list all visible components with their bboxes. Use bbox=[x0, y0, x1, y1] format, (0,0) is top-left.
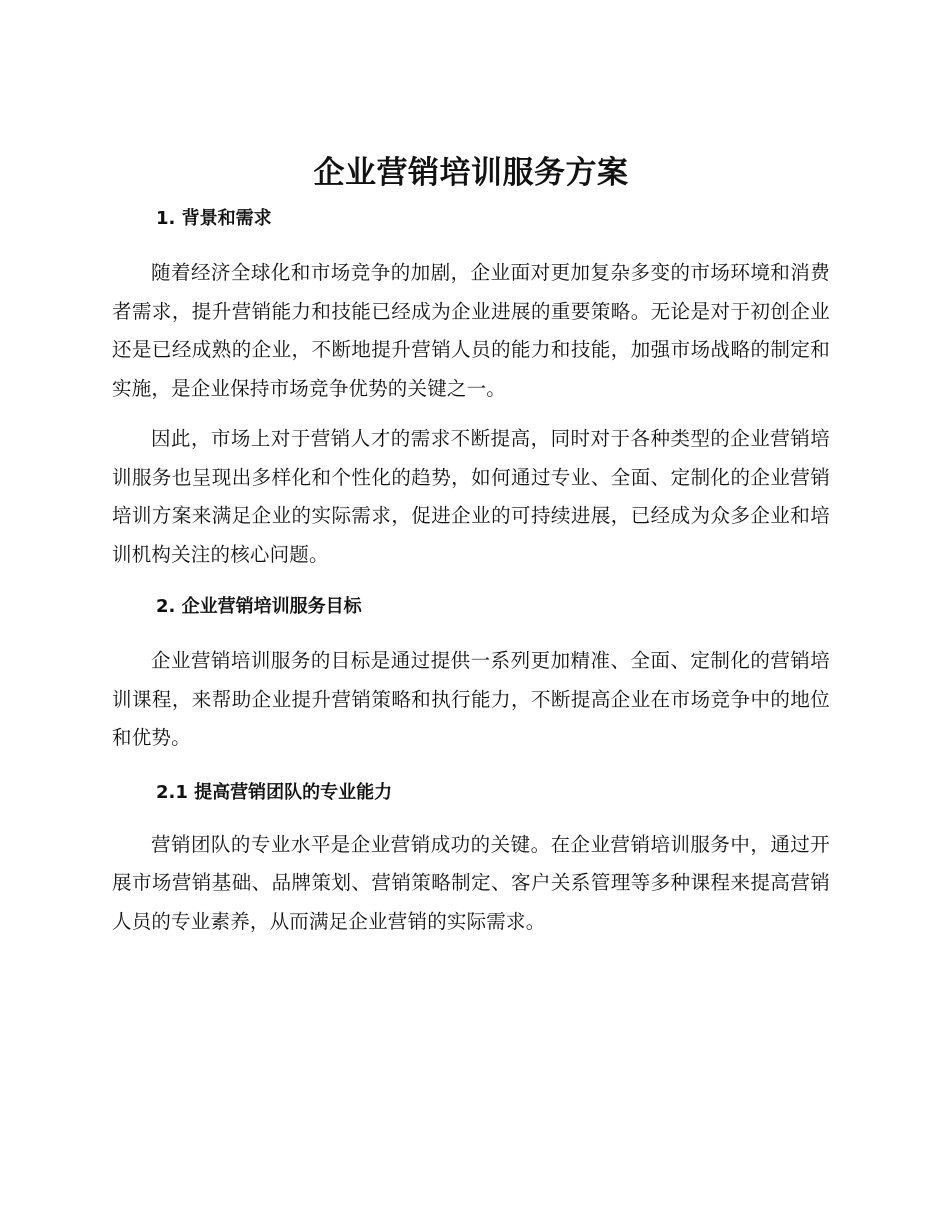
paragraph-background-2: 因此，市场上对于营销人才的需求不断提高，同时对于各种类型的企业营销培训服务也呈现出多样化和个性化的趋势，如何通过专业、全面、定制化的企业营销培训方案来满足企业的实际需求，促进企业的可持续进展，已经成为众多企业和培训机构关注的核心问题。 bbox=[112, 427, 830, 566]
section-heading-goals: 2. 企业营销培训服务目标 bbox=[156, 596, 362, 617]
paragraph-background-1: 随着经济全球化和市场竞争的加剧，企业面对更加复杂多变的市场环境和消费者需求，提升营销能力和技能已经成为企业进展的重要策略。无论是对于初创企业还是已经成熟的企业，不断地提升营销人员的能力和技能，加强市场战略的制定和实施，是企业保持市场竞争优势的关键之一。 bbox=[112, 261, 830, 400]
section-heading-background: 1. 背景和需求 bbox=[156, 208, 272, 229]
paragraph-goals: 企业营销培训服务的目标是通过提供一系列更加精准、全面、定制化的营销培训课程，来帮助企业提升营销策略和执行能力，不断提高企业在市场竞争中的地位和优势。 bbox=[112, 649, 830, 749]
document-body bbox=[112, 150, 830, 941]
section-heading-team-ability: 2.1 提高营销团队的专业能力 bbox=[156, 781, 393, 803]
document-title: 企业营销培训服务方案 bbox=[313, 155, 629, 191]
paragraph-team-ability: 营销团队的专业水平是企业营销成功的关键。在企业营销培训服务中，通过开展市场营销基础、品牌策划、营销策略制定、客户关系管理等多种课程来提高营销人员的专业素养，从而满足企业营销的实际需求。 bbox=[112, 832, 830, 933]
